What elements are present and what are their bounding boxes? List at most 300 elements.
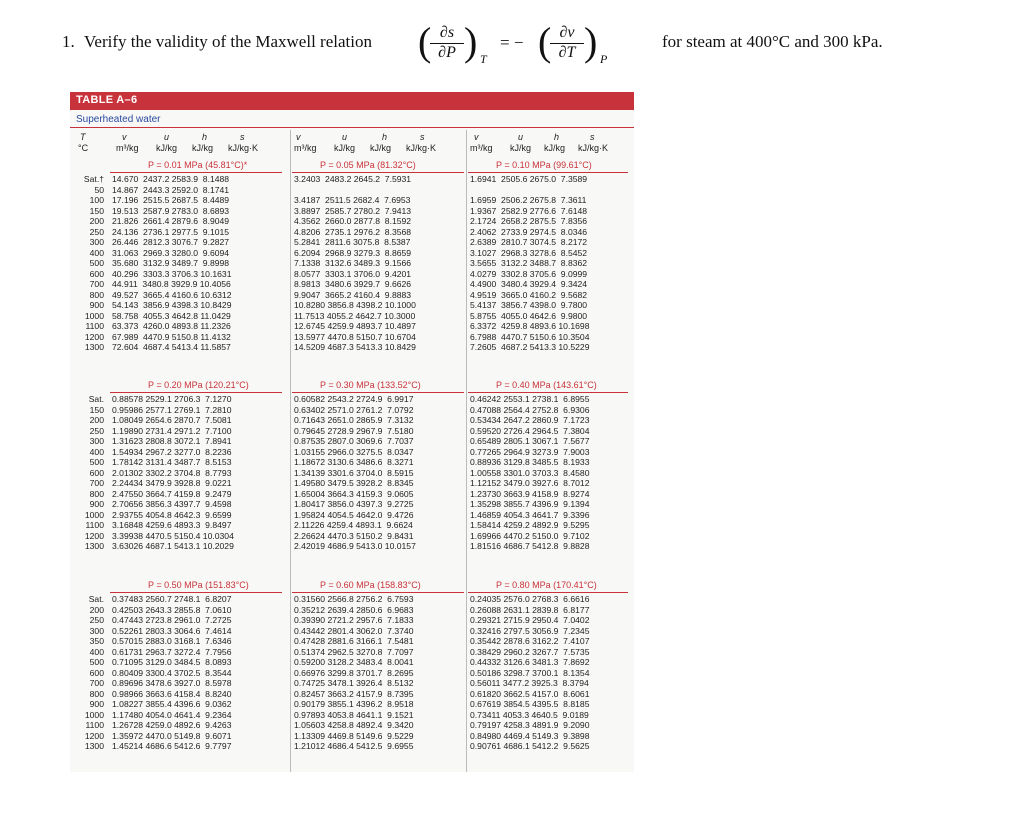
pressure-title: P = 0.30 MPa (133.52°C) bbox=[320, 380, 421, 390]
temperature-cell: 1100 bbox=[85, 720, 104, 730]
temperature-cell: 900 bbox=[89, 699, 104, 709]
table-row bbox=[70, 499, 634, 510]
property-cells: 1.46859 4054.3 4641.7 9.3396 bbox=[470, 509, 590, 520]
property-cells: 8.9813 3480.6 3929.7 9.6626 bbox=[294, 279, 412, 289]
property-cells: 0.47088 2564.4 2752.8 6.9306 bbox=[470, 404, 590, 415]
temperature-cell: Sat.† bbox=[83, 174, 104, 184]
pressure-title: P = 0.40 MPa (143.61°C) bbox=[496, 380, 597, 390]
col-s-3: s bbox=[590, 132, 595, 142]
property-cells: 0.65489 2805.1 3067.1 7.5677 bbox=[470, 436, 590, 446]
property-cells: 9.9047 3665.2 4160.4 9.8883 bbox=[294, 289, 412, 300]
property-cells: 67.989 4470.9 5150.8 11.4132 bbox=[112, 331, 231, 342]
col-v-unit-3: m³/kg bbox=[470, 143, 493, 153]
property-cells: 1.65004 3664.3 4159.3 9.0605 bbox=[294, 488, 414, 499]
table-row bbox=[70, 710, 634, 721]
rhs-derivative bbox=[550, 24, 584, 62]
table-row bbox=[70, 605, 634, 616]
property-cells: 31.063 2969.3 3280.0 9.6094 bbox=[112, 247, 230, 258]
table-row bbox=[70, 647, 634, 658]
table-row bbox=[70, 541, 634, 552]
col-s-unit-1: kJ/kg·K bbox=[228, 143, 259, 153]
problem-tail-text: for steam at 400°C and 300 kPa. bbox=[662, 32, 883, 51]
table-row bbox=[70, 510, 634, 521]
table-row bbox=[70, 415, 634, 426]
pressure-title: P = 0.50 MPa (151.83°C) bbox=[148, 580, 249, 590]
property-cells: 0.38429 2960.2 3267.7 7.5735 bbox=[470, 646, 590, 657]
property-cells: 1.12152 3479.0 3927.6 8.7012 bbox=[470, 478, 590, 488]
temperature-cell: 500 bbox=[89, 657, 104, 667]
property-cells: 19.513 2587.9 2783.0 8.6893 bbox=[112, 205, 230, 216]
temperature-cell: 400 bbox=[89, 646, 104, 657]
property-cells: 0.90179 3855.1 4396.2 8.9518 bbox=[294, 699, 414, 709]
lhs-derivative bbox=[430, 24, 464, 62]
table-row bbox=[70, 489, 634, 500]
table-row bbox=[70, 520, 634, 531]
property-cells: 3.1027 2968.3 3278.6 8.5452 bbox=[470, 247, 588, 258]
property-cells: 12.6745 4259.9 4893.7 10.4897 bbox=[294, 321, 416, 331]
property-cells: 6.3372 4259.8 4893.6 10.1698 bbox=[470, 321, 590, 331]
table-row bbox=[70, 615, 634, 626]
pressure-title: P = 0.60 MPa (158.83°C) bbox=[320, 580, 421, 590]
table-row bbox=[70, 290, 634, 301]
property-cells: 2.93755 4054.8 4642.3 9.6599 bbox=[112, 509, 232, 520]
pressure-title: P = 0.05 MPa (81.32°C) bbox=[320, 160, 416, 170]
property-cells: 13.5977 4470.8 5150.7 10.6704 bbox=[294, 331, 416, 342]
property-cells: 0.50186 3298.7 3700.1 8.1354 bbox=[470, 667, 590, 678]
property-cells: 10.8280 3856.8 4398.2 10.1000 bbox=[294, 300, 416, 310]
col-h-unit-2: kJ/kg bbox=[370, 143, 392, 153]
property-cells: 1.31623 2808.8 3072.1 7.8941 bbox=[112, 436, 232, 446]
table-row bbox=[70, 216, 634, 227]
property-cells: 1.08227 3855.4 4396.6 9.0362 bbox=[112, 699, 232, 709]
temperature-cell: 300 bbox=[89, 436, 104, 446]
temperature-cell: 50 bbox=[94, 184, 104, 195]
property-cells: 1.95824 4054.5 4642.0 9.4726 bbox=[294, 509, 414, 520]
property-cells: 17.196 2515.5 2687.5 8.4489 bbox=[112, 195, 230, 205]
temperature-cell: 100 bbox=[89, 195, 104, 205]
pressure-title-rule bbox=[468, 592, 628, 593]
col-T-unit: °C bbox=[78, 143, 89, 153]
property-cells: 11.7513 4055.2 4642.7 10.3000 bbox=[294, 310, 416, 321]
property-cells: 0.89696 3478.6 3927.0 8.5978 bbox=[112, 678, 232, 688]
problem-statement bbox=[62, 20, 962, 70]
property-cells: 0.61731 2963.7 3272.4 7.7956 bbox=[112, 646, 232, 657]
temperature-cell: 400 bbox=[89, 247, 104, 258]
table-row bbox=[70, 332, 634, 343]
col-v-2: v bbox=[296, 132, 301, 142]
property-cells: 1.81516 4686.7 5412.8 9.8828 bbox=[470, 541, 590, 551]
property-cells: 0.29321 2715.9 2950.4 7.0402 bbox=[470, 615, 590, 625]
property-cells: 1.08049 2654.6 2870.7 7.5081 bbox=[112, 415, 232, 425]
property-cells: 2.4062 2733.9 2974.5 8.0346 bbox=[470, 226, 588, 237]
property-cells: 1.05603 4258.8 4892.4 9.3420 bbox=[294, 720, 414, 730]
property-cells: 0.71643 2651.0 2865.9 7.3132 bbox=[294, 415, 414, 425]
property-cells: 63.373 4260.0 4893.8 11.2326 bbox=[112, 321, 231, 331]
problem-lead-text: Verify the validity of the Maxwell relation bbox=[84, 32, 372, 51]
property-cells: 0.61820 3662.5 4157.0 8.6061 bbox=[470, 688, 590, 699]
property-cells: 0.98966 3663.6 4158.4 8.8240 bbox=[112, 688, 232, 699]
col-h-2: h bbox=[382, 132, 388, 142]
table-row bbox=[70, 279, 634, 290]
property-cells: 0.84980 4469.4 5149.3 9.3898 bbox=[470, 730, 590, 741]
table-row bbox=[70, 678, 634, 689]
table-row bbox=[70, 720, 634, 731]
property-cells: 0.95986 2577.1 2769.1 7.2810 bbox=[112, 404, 232, 415]
property-cells: 0.42503 2643.3 2855.8 7.0610 bbox=[112, 604, 232, 615]
property-cells: 0.79197 4258.3 4891.9 9.2090 bbox=[470, 720, 590, 730]
col-s-unit-2: kJ/kg·K bbox=[406, 143, 437, 153]
temperature-cell: 250 bbox=[89, 226, 104, 237]
property-cells: 1.26728 4259.0 4892.6 9.4263 bbox=[112, 720, 232, 730]
property-cells: 1.49580 3479.5 3928.2 8.8345 bbox=[294, 478, 414, 488]
table-row bbox=[70, 195, 634, 206]
table-row bbox=[70, 457, 634, 468]
temperature-cell: 1200 bbox=[84, 331, 104, 342]
col-v-1: v bbox=[122, 132, 127, 142]
table-row bbox=[70, 311, 634, 322]
temperature-cell: 800 bbox=[89, 488, 104, 499]
table-row bbox=[70, 636, 634, 647]
temperature-cell: 250 bbox=[89, 615, 104, 625]
left-paren: ( bbox=[418, 19, 432, 64]
temperature-cell: 350 bbox=[89, 636, 104, 646]
property-cells: 4.0279 3302.8 3705.6 9.0999 bbox=[470, 268, 588, 279]
table-row bbox=[70, 174, 634, 185]
property-cells: 1.23730 3663.9 4158.9 8.9274 bbox=[470, 488, 590, 499]
temperature-cell: 800 bbox=[89, 688, 104, 699]
property-cells: 0.37483 2560.7 2748.1 6.8207 bbox=[112, 594, 232, 604]
temperature-cell: 700 bbox=[89, 678, 104, 688]
table-rows bbox=[70, 594, 634, 752]
property-cells: 1.69966 4470.2 5150.0 9.7102 bbox=[470, 530, 590, 541]
temperature-cell: 1300 bbox=[84, 741, 104, 751]
property-cells: 0.60582 2543.2 2724.9 6.9917 bbox=[294, 394, 414, 404]
property-cells: 4.9519 3665.0 4160.2 9.5682 bbox=[470, 289, 588, 300]
col-u-unit-3: kJ/kg bbox=[510, 143, 532, 153]
table-row bbox=[70, 657, 634, 668]
temperature-cell: 200 bbox=[89, 415, 104, 425]
property-cells: 0.56011 3477.2 3925.3 8.3794 bbox=[470, 678, 589, 688]
table-row bbox=[70, 227, 634, 238]
table-row bbox=[70, 394, 634, 405]
property-cells: 0.74725 3478.1 3926.4 8.5132 bbox=[294, 678, 414, 688]
col-u-2: u bbox=[342, 132, 348, 142]
property-cells: 1.6941 2505.6 2675.0 7.3589 bbox=[470, 174, 588, 184]
col-v-unit-1: m³/kg bbox=[116, 143, 139, 153]
equals-minus: = − bbox=[500, 33, 524, 52]
property-cells: 1.45214 4686.6 5412.6 9.7797 bbox=[112, 741, 232, 751]
pressure-title-rule bbox=[110, 592, 282, 593]
property-cells: 0.51374 2962.5 3270.8 7.7097 bbox=[294, 646, 414, 657]
header-rule bbox=[70, 127, 634, 128]
property-cells: 0.97893 4053.8 4641.1 9.1521 bbox=[294, 709, 414, 720]
property-cells: 1.9367 2582.9 2776.6 7.6148 bbox=[470, 205, 588, 216]
temperature-cell: 1200 bbox=[84, 530, 104, 541]
table-row bbox=[70, 405, 634, 416]
right-paren: ) bbox=[464, 19, 478, 64]
temperature-cell: 700 bbox=[89, 478, 104, 488]
temperature-cell: 900 bbox=[89, 499, 104, 509]
property-cells: 3.63026 4687.1 5413.1 10.2029 bbox=[112, 541, 234, 551]
temperature-cell: 1000 bbox=[84, 709, 104, 720]
pressure-title-rule bbox=[468, 172, 628, 173]
property-cells: 2.6389 2810.7 3074.5 8.2172 bbox=[470, 237, 588, 247]
temperature-cell: 1300 bbox=[84, 541, 104, 551]
table-row bbox=[70, 447, 634, 458]
table-row bbox=[70, 436, 634, 447]
temperature-cell: 1100 bbox=[85, 520, 104, 530]
property-cells: 4.3562 2660.0 2877.8 8.1592 bbox=[294, 216, 412, 226]
table-rows bbox=[70, 174, 634, 353]
temperature-cell: 600 bbox=[89, 467, 104, 478]
property-cells: 0.43442 2801.4 3062.0 7.3740 bbox=[294, 625, 414, 636]
property-cells: 1.19890 2731.4 2971.2 7.7100 bbox=[112, 425, 232, 436]
pressure-title-rule bbox=[468, 392, 628, 393]
property-cells: 5.8755 4055.0 4642.6 9.9800 bbox=[470, 310, 588, 321]
temperature-cell: 500 bbox=[89, 457, 104, 467]
property-cells: 1.80417 3856.0 4397.3 9.2725 bbox=[294, 499, 414, 509]
col-u-1: u bbox=[164, 132, 170, 142]
property-cells: 0.47428 2881.6 3166.1 7.5481 bbox=[294, 636, 414, 646]
property-cells: 8.0577 3303.1 3706.0 9.4201 bbox=[294, 268, 412, 279]
table-title: TABLE A–6 bbox=[76, 94, 138, 106]
pressure-title-rule bbox=[292, 392, 464, 393]
property-cells: 0.44332 3126.6 3481.3 7.8692 bbox=[470, 657, 590, 667]
property-cells: 0.35212 2639.4 2850.6 6.9683 bbox=[294, 604, 414, 615]
property-cells: 0.46242 2553.1 2738.1 6.8955 bbox=[470, 394, 590, 404]
left-paren-2: ( bbox=[538, 19, 552, 64]
rhs-denominator: ∂T bbox=[558, 44, 576, 61]
lhs-denominator: ∂P bbox=[438, 44, 456, 61]
temperature-cell: 900 bbox=[89, 300, 104, 310]
pressure-title: P = 0.01 MPa (45.81°C)* bbox=[148, 160, 248, 170]
property-cells: 0.57015 2883.0 3168.1 7.6346 bbox=[112, 636, 232, 646]
property-cells: 0.32416 2797.5 3056.9 7.2345 bbox=[470, 625, 590, 636]
col-s-2: s bbox=[420, 132, 425, 142]
property-cells: 2.26624 4470.3 5150.2 9.8431 bbox=[294, 530, 414, 541]
property-cells: 0.87535 2807.0 3069.6 7.7037 bbox=[294, 436, 414, 446]
table-row bbox=[70, 237, 634, 248]
property-cells: 0.77265 2964.9 3273.9 7.9003 bbox=[470, 446, 590, 457]
property-cells: 6.2094 2968.9 3279.3 8.8659 bbox=[294, 247, 412, 258]
property-cells: 3.2403 2483.2 2645.2 7.5931 bbox=[294, 174, 412, 184]
property-cells: 1.34139 3301.6 3704.0 8.5915 bbox=[294, 467, 414, 478]
property-cells: 2.1724 2658.2 2875.5 7.8356 bbox=[470, 216, 588, 226]
property-cells: 0.63402 2571.0 2761.2 7.0792 bbox=[294, 404, 414, 415]
property-cells: 0.59520 2726.4 2964.5 7.3804 bbox=[470, 425, 590, 436]
property-cells: 3.5655 3132.2 3488.7 8.8362 bbox=[470, 258, 588, 268]
temperature-cell: 200 bbox=[89, 216, 104, 226]
table-header-bar bbox=[70, 92, 634, 110]
pressure-title: P = 0.80 MPa (170.41°C) bbox=[496, 580, 597, 590]
column-headers bbox=[70, 130, 634, 160]
col-u-3: u bbox=[518, 132, 524, 142]
temperature-cell: 500 bbox=[89, 258, 104, 268]
property-cells: 14.867 2443.3 2592.0 8.1741 bbox=[112, 184, 230, 195]
property-cells: 2.24434 3479.9 3928.8 9.0221 bbox=[112, 478, 232, 488]
property-cells: 1.18672 3130.6 3486.6 8.3271 bbox=[294, 457, 414, 467]
property-cells: 2.47550 3664.7 4159.8 9.2479 bbox=[112, 488, 232, 499]
pressure-title-rule bbox=[292, 172, 464, 173]
temperature-cell: 300 bbox=[89, 237, 104, 247]
table-row bbox=[70, 699, 634, 710]
table-row bbox=[70, 468, 634, 479]
table-row bbox=[70, 248, 634, 259]
table-row bbox=[70, 731, 634, 742]
property-cells: 0.26088 2631.1 2839.8 6.8177 bbox=[470, 604, 590, 615]
property-cells: 1.35298 3855.7 4396.9 9.1394 bbox=[470, 499, 590, 509]
col-u-unit-2: kJ/kg bbox=[334, 143, 356, 153]
temperature-cell: Sat. bbox=[88, 394, 104, 404]
property-cells: 0.71095 3129.0 3484.5 8.0893 bbox=[112, 657, 232, 667]
property-cells: 0.79645 2728.9 2967.9 7.5180 bbox=[294, 425, 414, 436]
col-h-unit-1: kJ/kg bbox=[192, 143, 214, 153]
table-row bbox=[70, 269, 634, 280]
col-h-3: h bbox=[554, 132, 560, 142]
property-cells: 14.5209 4687.3 5413.3 10.8429 bbox=[294, 342, 416, 352]
property-cells: 40.296 3303.3 3706.3 10.1631 bbox=[112, 268, 232, 279]
rhs-subscript: P bbox=[600, 52, 608, 66]
col-v-unit-2: m³/kg bbox=[294, 143, 317, 153]
property-cells: 24.136 2736.1 2977.5 9.1015 bbox=[112, 226, 230, 237]
property-cells: 0.47443 2723.8 2961.0 7.2725 bbox=[112, 615, 232, 625]
property-cells: 2.70656 3856.3 4397.7 9.4598 bbox=[112, 499, 232, 509]
property-cells: 0.82457 3663.2 4157.9 8.7395 bbox=[294, 688, 414, 699]
superheated-water-table bbox=[70, 92, 634, 772]
property-cells: 14.670 2437.2 2583.9 8.1488 bbox=[112, 174, 230, 184]
table-row bbox=[70, 342, 634, 353]
property-cells: 0.59200 3128.2 3483.4 8.0041 bbox=[294, 657, 414, 667]
property-cells: 1.03155 2966.0 3275.5 8.0347 bbox=[294, 446, 414, 457]
property-cells: 1.17480 4054.0 4641.4 9.2364 bbox=[112, 709, 232, 720]
table-row bbox=[70, 478, 634, 489]
table-row bbox=[70, 258, 634, 269]
property-cells: 1.6959 2506.2 2675.8 7.3611 bbox=[470, 195, 587, 205]
property-cells: 1.13309 4469.8 5149.6 9.5229 bbox=[294, 730, 414, 741]
pressure-title: P = 0.10 MPa (99.61°C) bbox=[496, 160, 592, 170]
temperature-cell: 600 bbox=[89, 667, 104, 678]
pressure-title-rule bbox=[110, 392, 282, 393]
table-row bbox=[70, 594, 634, 605]
temperature-cell: 250 bbox=[89, 425, 104, 436]
col-s-unit-3: kJ/kg·K bbox=[578, 143, 609, 153]
property-cells: 0.39390 2721.2 2957.6 7.1833 bbox=[294, 615, 414, 625]
property-cells: 0.31560 2566.8 2756.2 6.7593 bbox=[294, 594, 414, 604]
temperature-cell: 600 bbox=[89, 268, 104, 279]
col-s-1: s bbox=[240, 132, 245, 142]
table-row bbox=[70, 531, 634, 542]
problem-number: 1. bbox=[62, 32, 75, 51]
temperature-cell: 1100 bbox=[85, 321, 104, 331]
col-u-unit-1: kJ/kg bbox=[156, 143, 178, 153]
table-row bbox=[70, 185, 634, 196]
temperature-cell: 800 bbox=[89, 289, 104, 300]
property-cells: 0.53434 2647.2 2860.9 7.1723 bbox=[470, 415, 590, 425]
col-T: T bbox=[80, 132, 86, 142]
property-cells: 26.446 2812.3 3076.7 9.2827 bbox=[112, 237, 230, 247]
property-cells: 1.58414 4259.2 4892.9 9.5295 bbox=[470, 520, 590, 530]
property-cells: 0.73411 4053.3 4640.5 9.0189 bbox=[470, 709, 589, 720]
property-cells: 0.24035 2576.0 2768.3 6.6616 bbox=[470, 594, 590, 604]
property-cells: 58.758 4055.3 4642.8 11.0429 bbox=[112, 310, 231, 321]
property-cells: 2.42019 4686.9 5413.0 10.0157 bbox=[294, 541, 416, 551]
col-h-unit-3: kJ/kg bbox=[544, 143, 566, 153]
property-cells: 0.90761 4686.1 5412.2 9.5625 bbox=[470, 741, 590, 751]
property-cells: 5.4137 3856.7 4398.0 9.7800 bbox=[470, 300, 588, 310]
pressure-title: P = 0.20 MPa (120.21°C) bbox=[148, 380, 249, 390]
property-cells: 35.680 3132.9 3489.7 9.8998 bbox=[112, 258, 230, 268]
property-cells: 21.826 2661.4 2879.6 8.9049 bbox=[112, 216, 230, 226]
property-cells: 3.39938 4470.5 5150.4 10.0304 bbox=[112, 530, 234, 541]
pressure-title-rule bbox=[110, 172, 282, 173]
property-cells: 1.78142 3131.4 3487.7 8.5153 bbox=[112, 457, 232, 467]
table-subtitle: Superheated water bbox=[76, 114, 161, 125]
table-row bbox=[70, 668, 634, 679]
property-cells: 0.66976 3299.8 3701.7 8.2695 bbox=[294, 667, 414, 678]
table-row bbox=[70, 206, 634, 217]
temperature-cell: Sat. bbox=[88, 594, 104, 604]
property-cells: 6.7988 4470.7 5150.6 10.3504 bbox=[470, 331, 590, 342]
temperature-cell: 1000 bbox=[84, 310, 104, 321]
table-rows bbox=[70, 394, 634, 552]
temperature-cell: 1300 bbox=[84, 342, 104, 352]
lhs-numerator: ∂s bbox=[430, 24, 464, 44]
temperature-cell: 1200 bbox=[84, 730, 104, 741]
rhs-numerator: ∂v bbox=[550, 24, 584, 44]
property-cells: 4.4900 3480.4 3929.4 9.3424 bbox=[470, 279, 588, 289]
col-h-1: h bbox=[202, 132, 208, 142]
pressure-title-rule bbox=[292, 592, 464, 593]
temperature-cell: 700 bbox=[89, 279, 104, 289]
table-row bbox=[70, 626, 634, 637]
temperature-cell: 1000 bbox=[84, 509, 104, 520]
property-cells: 3.4187 2511.5 2682.4 7.6953 bbox=[294, 195, 411, 205]
table-row bbox=[70, 689, 634, 700]
property-cells: 49.527 3665.4 4160.6 10.6312 bbox=[112, 289, 232, 300]
property-cells: 0.52261 2803.3 3064.6 7.4614 bbox=[112, 625, 232, 636]
property-cells: 1.35972 4470.0 5149.8 9.6071 bbox=[112, 730, 232, 741]
property-cells: 0.80409 3300.4 3702.5 8.3544 bbox=[112, 667, 232, 678]
property-cells: 0.88936 3129.8 3485.5 8.1933 bbox=[470, 457, 590, 467]
property-cells: 0.35442 2878.6 3162.2 7.4107 bbox=[470, 636, 590, 646]
lhs-subscript: T bbox=[480, 52, 487, 66]
property-cells: 44.911 3480.8 3929.9 10.4056 bbox=[112, 279, 231, 289]
property-cells: 1.54934 2967.2 3277.0 8.2236 bbox=[112, 446, 232, 457]
property-cells: 7.2605 4687.2 5413.3 10.5229 bbox=[470, 342, 590, 352]
table-row bbox=[70, 300, 634, 311]
property-cells: 5.2841 2811.6 3075.8 8.5387 bbox=[294, 237, 411, 247]
temperature-cell: 150 bbox=[89, 205, 104, 216]
property-cells: 54.143 3856.9 4398.3 10.8429 bbox=[112, 300, 232, 310]
property-cells: 72.604 4687.4 5413.4 11.5857 bbox=[112, 342, 231, 352]
property-cells: 2.11226 4259.4 4893.1 9.6624 bbox=[294, 520, 413, 530]
property-cells: 1.00558 3301.0 3703.3 8.4580 bbox=[470, 467, 590, 478]
table-row bbox=[70, 426, 634, 437]
col-v-3: v bbox=[474, 132, 479, 142]
right-paren-2: ) bbox=[584, 19, 598, 64]
temperature-cell: 150 bbox=[89, 404, 104, 415]
property-cells: 3.8897 2585.7 2780.2 7.9413 bbox=[294, 205, 412, 216]
temperature-cell: 400 bbox=[89, 446, 104, 457]
property-cells: 0.88578 2529.1 2706.3 7.1270 bbox=[112, 394, 232, 404]
temperature-cell: 300 bbox=[89, 625, 104, 636]
property-cells: 3.16848 4259.6 4893.3 9.8497 bbox=[112, 520, 232, 530]
property-cells: 4.8206 2735.1 2976.2 8.3568 bbox=[294, 226, 412, 237]
temperature-cell: 200 bbox=[89, 604, 104, 615]
table-row bbox=[70, 321, 634, 332]
property-cells: 7.1338 3132.6 3489.3 9.1566 bbox=[294, 258, 412, 268]
property-cells: 0.67619 3854.5 4395.5 8.8185 bbox=[470, 699, 590, 709]
